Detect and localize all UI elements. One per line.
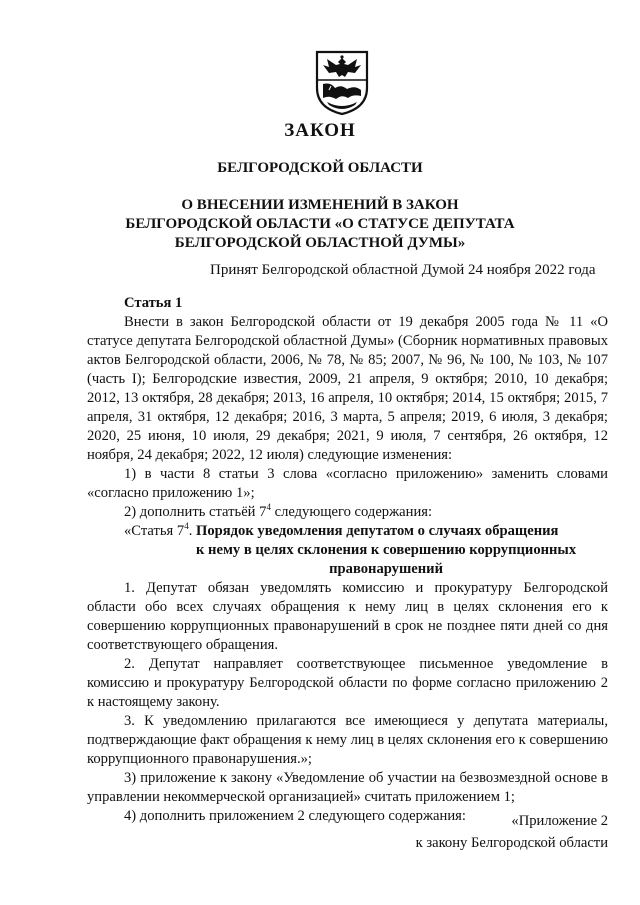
article-heading: Статья 1	[124, 295, 183, 311]
amendment-item-1: 1) в части 8 статьи 3 слова «согласно приложению» заменить словами «согласно приложению 1»;	[87, 466, 608, 501]
document-body	[87, 294, 608, 826]
amendment-item-2: 2) дополнить статьёй $7^4$ следующего содержания:	[124, 502, 433, 520]
new-article-title: Порядок уведомления депутатом о случаях обращения к нему в целях склонения к совершению коррупционных правонарушений	[196, 523, 577, 577]
annex-header	[416, 810, 608, 854]
new-article-part-3: 3. К уведомлению прилагаются все имеющиеся у депутата материалы, подтверждающие факт обращения к нему лиц в целях склонения его к совершению коррупционного правонарушения.»;	[87, 713, 608, 767]
amendment-item-4: 4) дополнить приложением 2 следующего содержания:	[124, 808, 466, 824]
subject-line: О ВНЕСЕНИИ ИЗМЕНЕНИЙ В ЗАКОН	[181, 197, 459, 213]
article-intro-paragraph: Внести в закон Белгородской области от 19 декабря 2005 года № 11 «О статусе депутата Белгородской областной Думы» (Сборник нормативных правовых актов Белгородской области, 2006, № 78, № 85; 2007, № 96, № 100, № 103, № 107 (часть I); Белгородские известия, 2009, 21 апреля, 9 октября; 2010, 10 декабря; 2012, 13 октября, 28 декабря; 2013, 16 апреля, 10 октября; 2014, 15 октября; 2015, 7 апреля, 31 октября, 12 декабря; 2016, 3 марта, 5 апреля; 2019, 6 июля, 3 декабря; 2020, 25 июня, 10 июля, 29 декабря; 2021, 9 июля, 7 сентября, 26 октября, 12 ноября, 24 декабря; 2022, 12 июля) следующие изменения:	[87, 314, 608, 463]
amendment-item-3: 3) приложение к закону «Уведомление об участии на безвозмездной основе в управлении некоммерческой организацией» считать приложением 1;	[87, 770, 608, 805]
new-article-number: «Статья $7^4$.	[124, 521, 193, 539]
subject-line: БЕЛГОРОДСКОЙ ОБЛАСТИ «О СТАТУСЕ ДЕПУТАТА	[125, 216, 515, 232]
new-article-heading	[87, 522, 608, 579]
subject-line: БЕЛГОРОДСКОЙ ОБЛАСТНОЙ ДУМЫ»	[174, 235, 466, 251]
new-article-part-2: 2. Депутат направляет соответствующее письменное уведомление в комиссию и прокуратуру Белгородской области по форме согласно приложению 2 к настоящему закону.	[87, 656, 608, 710]
annex-number: «Приложение 2	[511, 813, 608, 829]
region-heading: БЕЛГОРОДСКОЙ ОБЛАСТИ	[217, 160, 423, 176]
belgorod-coat-of-arms-icon	[315, 50, 369, 116]
law-subject-heading	[0, 196, 640, 253]
new-article-part-1: 1. Депутат обязан уведомлять комиссию и прокуратуру Белгородской области обо всех случаях обращения к нему лиц в целях склонения его к совершению коррупционных правонарушений в срок не позднее пяти дней со дня соответствующего обращения.	[87, 580, 608, 653]
annex-reference: к закону Белгородской области	[415, 835, 608, 851]
document-type-heading: ЗАКОН	[284, 120, 356, 141]
adoption-note: Принят Белгородской областной Думой 24 ноября 2022 года	[210, 262, 596, 278]
